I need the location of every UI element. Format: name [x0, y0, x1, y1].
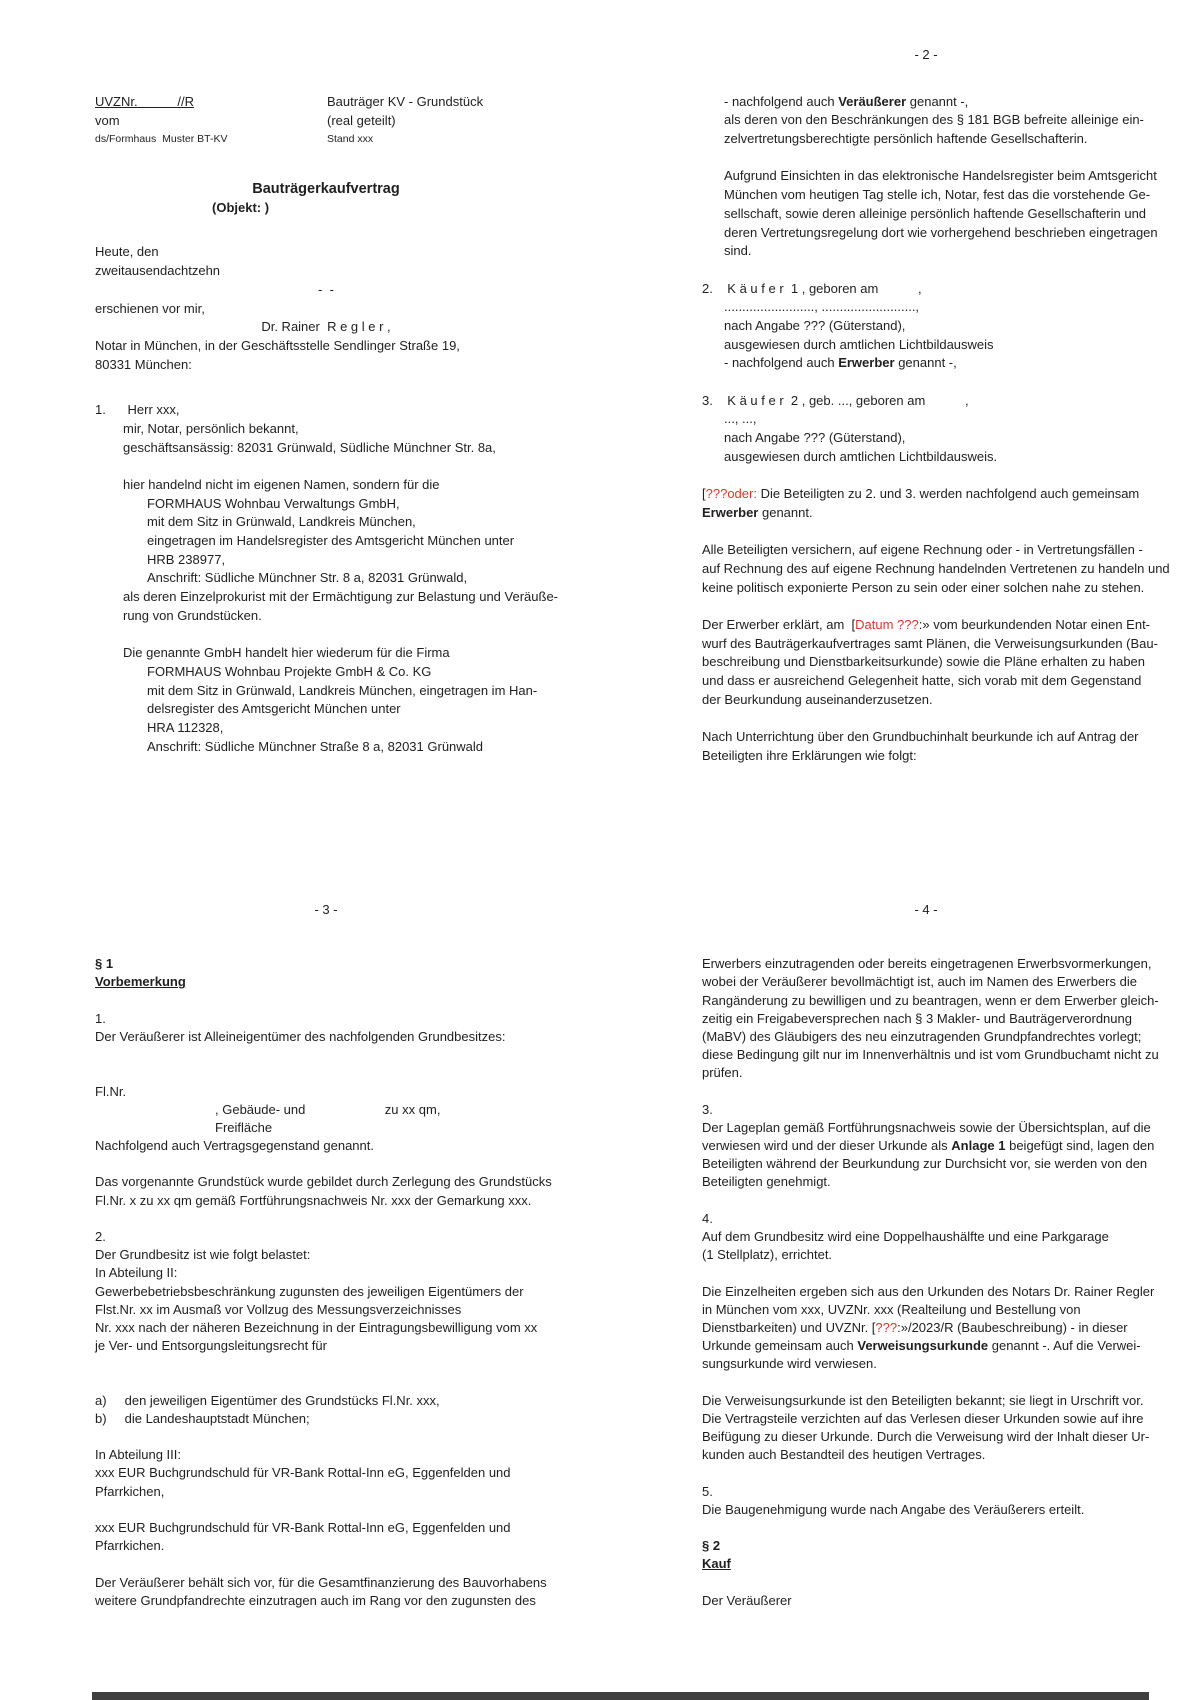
text-line [95, 1192, 557, 1210]
text-line [95, 1228, 557, 1246]
text-line [702, 485, 1150, 504]
text-line [702, 1555, 1150, 1573]
text-run: genannt -, [906, 93, 969, 109]
text-line [95, 1264, 557, 1282]
blank-line [702, 1192, 1150, 1210]
text-run: - - [318, 281, 334, 297]
text-run: verwiesen wird und der dieser Urkunde als [702, 1138, 952, 1154]
text-line [702, 1010, 1150, 1028]
text-run: Auf dem Grundbesitz wird eine Doppelhaushälfte und eine Parkgarage [702, 1229, 1109, 1244]
text-run: Pfarrkichen, [95, 1483, 165, 1499]
header-column [95, 93, 327, 112]
text-run: zeitig ein Freigabeversprechen nach § 3 Makler- und Bauträgerverordnung [702, 1010, 1132, 1026]
text-run: keine politisch exponierte Person zu sein oder einer solchen nahe zu stehen. [702, 579, 1145, 595]
text-run: ..., ..., [724, 411, 757, 427]
text-line [702, 691, 1150, 710]
text-run: FORMHAUS Wohnbau Projekte GmbH & Co. KG [147, 663, 432, 679]
text-line [95, 199, 557, 218]
text-run: delsregister des Amtsgericht München unter [147, 701, 401, 717]
blank-line [95, 1355, 557, 1373]
text-line [702, 1428, 1150, 1446]
text-run: der Beurkundung auseinanderzusetzen. [702, 691, 933, 707]
text-line [702, 429, 1150, 448]
text-line [702, 336, 1150, 355]
header-column [327, 130, 373, 149]
text-line [702, 1446, 1150, 1464]
blank-line [95, 1374, 557, 1392]
header-column [95, 112, 327, 131]
text-line [702, 1355, 1150, 1373]
text-line [702, 1410, 1150, 1428]
text-run: Alle Beteiligten versichern, auf eigene Rechnung oder - in Vertretungsfällen - [702, 542, 1143, 558]
text-line [702, 653, 1150, 672]
text-line [702, 410, 1150, 429]
text-line [95, 281, 557, 300]
text-line [95, 1173, 557, 1191]
text-line [702, 1210, 1150, 1228]
text-run: vom [95, 112, 120, 128]
text-run: prüfen. [702, 1065, 743, 1081]
document-title [95, 180, 557, 199]
text-run: 5. [702, 1483, 713, 1499]
text-run: genannt -. Auf die Verwei- [988, 1338, 1141, 1354]
text-run: In Abteilung II: [95, 1265, 178, 1281]
text-run: Der Veräußerer ist Alleineigentümer des nachfolgenden Grundbesitzes: [95, 1028, 506, 1044]
text-run: Heute, den [95, 244, 159, 260]
text-line [95, 1519, 557, 1537]
text-run: genannt. [758, 504, 813, 520]
blank-line [95, 1428, 557, 1446]
blank-line [702, 597, 1150, 616]
text-run: xxx EUR Buchgrundschuld für VR-Bank Rottal-Inn eG, Eggenfelden und [95, 1520, 511, 1535]
text-line [702, 1173, 1150, 1191]
text-run: 3. [702, 1101, 713, 1117]
text-run: Anlage 1 [951, 1138, 1006, 1154]
text-line [95, 1537, 557, 1555]
text-line [702, 1319, 1150, 1337]
text-run: b) die Landeshauptstadt München; [95, 1410, 310, 1426]
text-run: :» vom beurkundenden Notar einen Ent- [918, 616, 1151, 632]
text-run: München vom heutigen Tag stelle ich, Notar, fest das die vorstehende Ge- [724, 187, 1151, 203]
text-line [95, 495, 557, 514]
text-run: (MaBV) des Gläubigers des neu einzutragenden Grundpfandrechtes vorlegt; [702, 1028, 1142, 1044]
text-line [95, 1137, 557, 1155]
text-line [95, 588, 557, 607]
blank-line [702, 1083, 1150, 1101]
blank-line [702, 1264, 1150, 1282]
text-run: genannt -, [894, 355, 957, 371]
text-run: Der Lageplan gemäß Fortführungsnachweis sowie der Übersichtsplan, auf die [702, 1119, 1151, 1135]
text-run: - 4 - [914, 902, 938, 917]
blank-line [95, 1555, 557, 1573]
text-run: Pfarrkichen. [95, 1538, 165, 1554]
text-run: In Abteilung III: [95, 1447, 182, 1463]
text-run: eingetragen im Handelsregister des Amtsgericht München unter [147, 533, 515, 549]
text-line [95, 719, 557, 738]
blank-line [95, 992, 557, 1010]
page-number [702, 46, 1150, 65]
text-line [702, 1501, 1150, 1519]
blank-line [702, 261, 1150, 280]
text-line [702, 1592, 1150, 1610]
text-run: Vorbemerkung [95, 974, 186, 990]
text-line [95, 476, 557, 495]
text-run: Urkunde gemeinsam auch [702, 1338, 858, 1354]
text-run: als deren Einzelprokurist mit der Ermächtigung zur Belastung und Veräuße- [123, 589, 558, 605]
text-run: - 2 - [914, 47, 938, 62]
text-line [95, 1574, 557, 1592]
text-run: Der Erwerber erklärt, am [ [702, 616, 856, 632]
blank-line [95, 374, 557, 401]
text-run: auf Rechnung des auf eigene Rechnung handelnden Vertretenen zu handeln und [702, 560, 1170, 576]
text-line [95, 682, 557, 701]
text-line [95, 1119, 557, 1137]
document-page-3 [95, 901, 557, 1610]
text-run: zweitausendachtzehn [95, 263, 221, 279]
text-line [95, 973, 557, 991]
blank-line [95, 1155, 557, 1173]
text-run: Veräußerer [838, 93, 907, 109]
blank-line [702, 1464, 1150, 1482]
text-line [702, 111, 1150, 130]
text-run: beigefügt sind, lagen den [1005, 1138, 1155, 1154]
text-line [702, 1337, 1150, 1355]
text-line [95, 700, 557, 719]
text-run: als deren von den Beschränkungen des § 181 BGB befreite alleinige ein- [724, 112, 1144, 128]
document-page-4 [702, 901, 1159, 1610]
text-line [702, 1101, 1150, 1119]
text-line [702, 224, 1158, 243]
blank-line [702, 523, 1150, 542]
page-gap-background [92, 1692, 1149, 1700]
text-run: Aufgrund Einsichten in das elektronische Handelsregister beim Amtsgericht [724, 168, 1157, 184]
text-line [95, 1301, 557, 1319]
blank-line [95, 457, 557, 476]
text-run: 2. K ä u f e r 1 , geboren am , [702, 280, 922, 296]
text-line [95, 1246, 557, 1264]
text-line [702, 1537, 1150, 1555]
text-line [702, 504, 1150, 523]
text-line [702, 616, 1150, 635]
text-line [95, 130, 557, 149]
text-run: beschreibung und Dienstbarkeitsurkunde) sowie die Pläne erhalten zu haben [702, 654, 1146, 670]
text-line [95, 955, 557, 973]
page-number [702, 901, 1150, 919]
text-line [702, 747, 1150, 766]
text-run: erschienen vor mir, [95, 300, 205, 316]
text-run: Beteiligten genehmigt. [702, 1174, 831, 1190]
text-run: Bauträger KV - Grundstück [327, 94, 484, 109]
placeholder-marker-text: Datum ??? [855, 616, 919, 632]
text-line [95, 337, 557, 356]
text-line [95, 663, 557, 682]
text-run: wurf des Bauträgerkaufvertrages samt Plänen, die Verweisungsurkunden (Bau- [702, 635, 1158, 651]
text-run: sungsurkunde wird verwiesen. [702, 1356, 877, 1372]
text-run: Bauträgerkaufvertrag [252, 181, 400, 198]
text-run: je Ver- und Entsorgungsleitungsrecht für [95, 1338, 327, 1354]
text-line [95, 532, 557, 551]
blank-line [702, 709, 1150, 728]
text-run: diese Bedingung gilt nur im Innenverhältnis und ist vom Grundbuchamt nicht zu [702, 1047, 1159, 1063]
text-line [702, 317, 1150, 336]
text-run: Beteiligten während der Beurkundung zur Durchsicht vor, sie werden von den [702, 1156, 1148, 1172]
blank-line [702, 149, 1150, 168]
text-run: HRB 238977, [147, 551, 226, 567]
blank-line [95, 1046, 557, 1064]
text-line [702, 167, 1157, 186]
text-run: Der Veräußerer behält sich vor, für die Gesamtfinanzierung des Bauvorhabens [95, 1574, 547, 1590]
text-line [702, 560, 1170, 579]
text-run: und dass er ausreichend Gelegenheit hatte, sich vorab mit dem Gegenstand [702, 673, 1142, 688]
text-line [702, 1155, 1150, 1173]
text-line [702, 1283, 1155, 1301]
text-line [95, 93, 557, 112]
header-column [327, 93, 483, 112]
text-run: :»/2023/R (Baubeschreibung) - in dieser [897, 1319, 1128, 1335]
text-run: Dr. Rainer R e g l e r , [261, 319, 391, 335]
text-run: Anschrift: Südliche Münchner Straße 8 a, 82031 Grünwald [147, 738, 484, 754]
text-run: Stand xxx [327, 133, 374, 146]
text-line [702, 992, 1159, 1010]
blank-line [95, 919, 557, 955]
text-run: Die Vertragsteile verzichten auf das Verlesen dieser Urkunden sowie auf ihre [702, 1410, 1144, 1426]
text-line [95, 1028, 557, 1046]
text-line [95, 1010, 557, 1028]
text-run: rung von Grundstücken. [123, 607, 262, 623]
text-line [702, 1483, 1150, 1501]
text-run: FORMHAUS Wohnbau Verwaltungs GmbH, [147, 495, 400, 511]
text-run: Das vorgenannte Grundstück wurde gebildet durch Zerlegung des Grundstücks [95, 1174, 552, 1190]
text-line [702, 205, 1150, 224]
text-run: zelvertretungsberechtigte persönlich haftende Gesellschafterin. [724, 131, 1088, 147]
text-run: Nr. xxx nach der näheren Bezeichnung in der Eintragungsbewilligung vom xx [95, 1319, 538, 1335]
text-run: nach Angabe ??? (Güterstand), [724, 430, 906, 446]
text-line [702, 1046, 1159, 1064]
text-run: § 2 [702, 1538, 721, 1554]
text-run: Erwerber [702, 504, 759, 520]
text-line [95, 356, 557, 375]
text-run: sellschaft, sowie deren alleinige persönlich haftende Gesellschafterin und [724, 205, 1147, 221]
blank-line [702, 65, 1150, 93]
blank-line [702, 373, 1150, 392]
text-run: - 3 - [314, 902, 338, 917]
text-line [702, 392, 1150, 411]
text-line [95, 569, 557, 588]
text-run: HRA 112328, [147, 719, 224, 735]
blank-line [95, 149, 557, 180]
text-run: mir, Notar, persönlich bekannt, [123, 420, 299, 436]
text-run: - nachfolgend auch [724, 355, 839, 371]
text-run: ........................., .........................., [724, 299, 920, 315]
blank-line [702, 1574, 1150, 1592]
text-line [95, 1083, 557, 1101]
text-run: nach Angabe ??? (Güterstand), [724, 317, 906, 333]
text-run: deren Vertretungsregelung dort wie vorhergehend beschrieben eingetragen [724, 224, 1158, 240]
text-line [95, 513, 557, 532]
text-run: ds/Formhaus Muster BT-KV [95, 133, 228, 146]
text-run: mit dem Sitz in Grünwald, Landkreis München, eingetragen im Han- [147, 682, 538, 698]
text-run: 4. [702, 1210, 713, 1226]
text-run: Verweisungsurkunde [857, 1338, 989, 1354]
text-line [95, 1464, 557, 1482]
text-line [95, 1410, 557, 1428]
text-run: ausgewiesen durch amtlichen Lichtbildausweis [724, 336, 994, 352]
text-run: Die Verweisungsurkunde ist den Beteiligten bekannt; sie liegt in Urschrift vor. [702, 1392, 1144, 1408]
text-run: 2. [95, 1229, 106, 1244]
text-line [95, 112, 557, 131]
blank-line [95, 217, 557, 243]
header-column [95, 130, 327, 149]
text-run: Nachfolgend auch Vertragsgegenstand genannt. [95, 1138, 374, 1154]
text-line [95, 1337, 557, 1355]
text-run: weitere Grundpfandrechte einzutragen auch im Rang vor den zugunsten des [95, 1592, 536, 1608]
text-line [95, 1392, 557, 1410]
text-run: Gewerbebetriebsbeschränkung zugunsten des jeweiligen Eigentümers der [95, 1283, 524, 1299]
text-run: Fl.Nr. x zu xx qm gemäß Fortführungsnachweis Nr. xxx der Gemarkung xxx. [95, 1192, 532, 1208]
text-line [95, 318, 557, 337]
text-line [702, 541, 1150, 560]
text-run: (real geteilt) [327, 112, 396, 128]
text-run: Beteiligten ihre Erklärungen wie folgt: [702, 747, 917, 763]
text-run: 3. K ä u f e r 2 , geb. ..., geboren am , [702, 392, 969, 408]
text-line [702, 1392, 1150, 1410]
text-run: a) den jeweiligen Eigentümer des Grundstücks Fl.Nr. xxx, [95, 1392, 440, 1408]
text-line [702, 672, 1150, 691]
text-run: Erwerber [838, 355, 895, 371]
text-line [702, 1028, 1150, 1046]
text-line [702, 448, 1150, 467]
text-line [702, 955, 1150, 973]
placeholder-marker-text: ??? [875, 1319, 898, 1335]
blank-line [95, 1501, 557, 1519]
text-line [702, 635, 1158, 654]
text-run: Dienstbarkeiten) und UVZNr. [ [702, 1319, 876, 1335]
text-line [702, 186, 1150, 205]
text-line [702, 1137, 1155, 1155]
text-line [95, 1319, 557, 1337]
text-run: (Objekt: ) [212, 199, 270, 215]
text-line [95, 607, 557, 626]
document-page-1 [95, 93, 557, 756]
text-run: 1. [95, 1010, 106, 1026]
text-run: Erwerbers einzutragenden oder bereits eingetragenen Erwerbsvormerkungen, [702, 956, 1152, 972]
text-run: Rangänderung zu bewilligen und zu beantragen, wenn er dem Erwerber gleich- [702, 992, 1159, 1008]
text-run: Anschrift: Südliche Münchner Str. 8 a, 82031 Grünwald, [147, 570, 468, 586]
text-line [702, 1246, 1150, 1264]
text-run: Kauf [702, 1556, 731, 1572]
text-run: Notar in München, in der Geschäftsstelle Sendlinger Straße 19, [95, 337, 460, 353]
text-line [95, 551, 557, 570]
text-line [95, 243, 557, 262]
text-line [702, 728, 1150, 747]
text-run: sind. [724, 243, 752, 259]
text-line [95, 420, 557, 439]
text-line [702, 93, 1150, 112]
text-run: ausgewiesen durch amtlichen Lichtbildausweis. [724, 448, 998, 464]
text-line [702, 1119, 1150, 1137]
text-line [702, 1064, 1150, 1082]
text-run: Beifügung zu dieser Urkunde. Durch die Verweisung wird der Inhalt dieser Ur- [702, 1429, 1150, 1445]
header-column [327, 112, 396, 131]
text-run: Freifläche [215, 1119, 273, 1135]
text-line [95, 738, 557, 757]
text-line [95, 1446, 557, 1464]
text-line [95, 262, 557, 281]
text-run: Die Baugenehmigung wurde nach Angabe des Veräußerers erteilt. [702, 1501, 1085, 1517]
text-run: mit dem Sitz in Grünwald, Landkreis München, [147, 514, 416, 530]
text-run: geschäftsansässig: 82031 Grünwald, Südliche Münchner Str. 8a, [123, 439, 496, 455]
text-run: Der Veräußerer [702, 1592, 792, 1608]
text-line [702, 973, 1150, 991]
text-run: Nach Unterrichtung über den Grundbuchinhalt beurkunde ich auf Antrag der [702, 729, 1139, 745]
text-run: , Gebäude- und zu xx qm, [215, 1101, 441, 1117]
text-line [702, 579, 1150, 598]
text-line [702, 280, 1150, 299]
text-run: 1. Herr xxx, [95, 402, 180, 418]
text-line [702, 1228, 1150, 1246]
blank-line [702, 1374, 1150, 1392]
blank-line [702, 919, 1150, 955]
text-run: wobei der Veräußerer bevollmächtigt ist, auch im Namen des Erwerbers die [702, 974, 1137, 990]
blank-line [95, 1210, 557, 1228]
placeholder-marker-text: ???oder: [705, 486, 757, 502]
text-run: Die Einzelheiten ergeben sich aus den Urkunden des Notars Dr. Rainer Regler [702, 1283, 1155, 1299]
text-line [95, 1483, 557, 1501]
text-run: UVZNr. //R [95, 94, 194, 109]
text-line [95, 1101, 557, 1119]
text-run: kunden auch Bestandteil des heutigen Vertrages. [702, 1447, 986, 1463]
blank-line [95, 626, 557, 645]
text-run: Die genannte GmbH handelt hier wiederum für die Firma [123, 645, 450, 661]
text-run: (1 Stellplatz), errichtet. [702, 1247, 833, 1263]
text-run: Die Beteiligten zu 2. und 3. werden nachfolgend auch gemeinsam [756, 486, 1140, 502]
text-run: [ [702, 486, 706, 502]
text-line [702, 298, 1150, 317]
text-line [95, 300, 557, 319]
text-run: xxx EUR Buchgrundschuld für VR-Bank Rottal-Inn eG, Eggenfelden und [95, 1465, 511, 1481]
text-line [95, 1592, 557, 1610]
text-line [95, 439, 557, 458]
text-run: 80331 München: [95, 356, 192, 372]
blank-line [95, 1064, 557, 1082]
text-run: - nachfolgend auch [724, 93, 839, 109]
blank-line [702, 1519, 1150, 1537]
text-line [702, 130, 1150, 149]
text-run: § 1 [95, 956, 114, 972]
document-page-2 [702, 46, 1170, 765]
text-run: hier handelnd nicht im eigenen Namen, sondern für die [123, 477, 440, 492]
text-line [95, 644, 557, 663]
text-line [702, 1301, 1150, 1319]
blank-line [702, 466, 1150, 485]
page-number [95, 901, 557, 919]
text-line [702, 242, 1150, 261]
text-line [95, 1283, 557, 1301]
text-run: in München vom xxx, UVZNr. xxx (Realteilung und Bestellung von [702, 1301, 1081, 1317]
text-line [702, 354, 1150, 373]
text-line [95, 401, 557, 420]
text-run: Flst.Nr. xx im Ausmaß vor Vollzug des Messungsverzeichnisses [95, 1301, 462, 1317]
text-run: Der Grundbesitz ist wie folgt belastet: [95, 1247, 311, 1263]
text-run: Fl.Nr. [95, 1083, 127, 1099]
